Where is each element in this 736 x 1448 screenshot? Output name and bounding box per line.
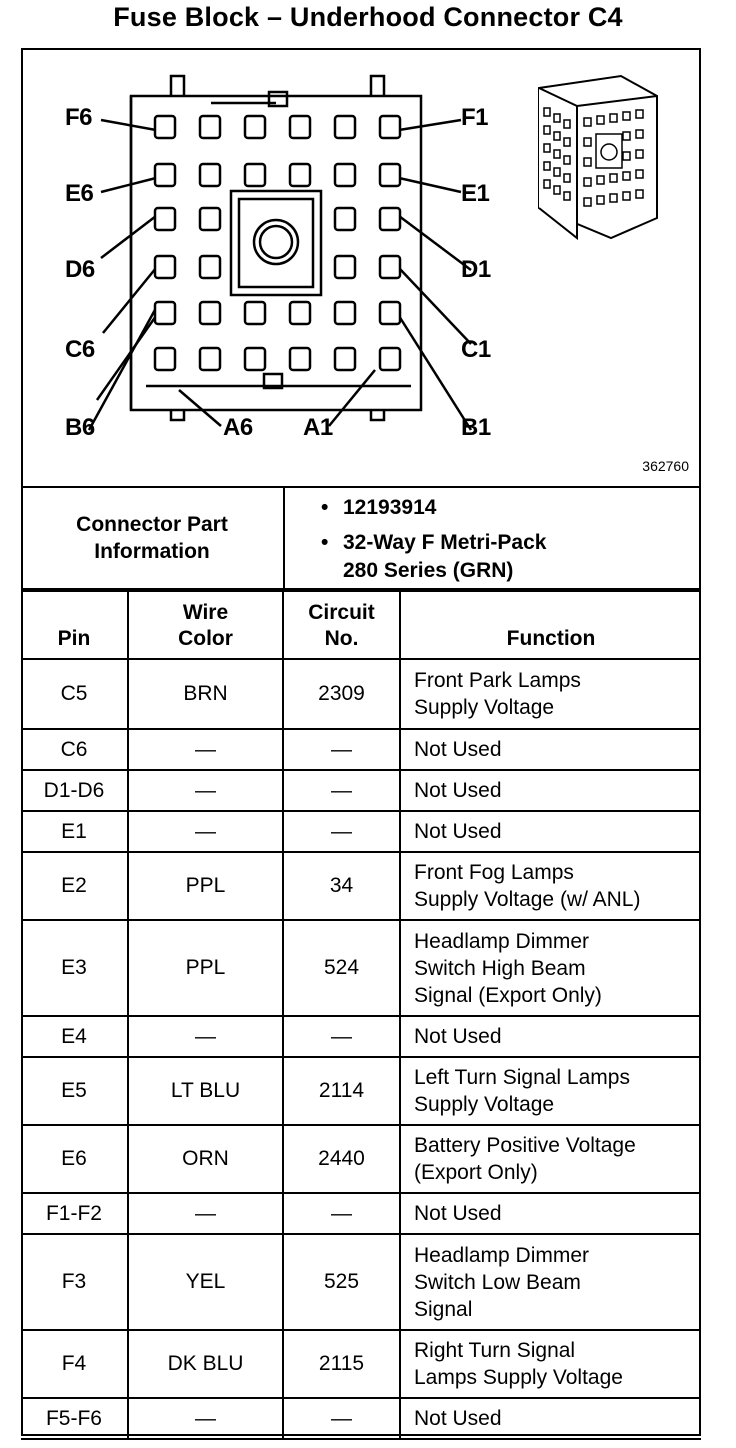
function-line: Signal xyxy=(414,1297,473,1321)
function-line: Right Turn Signal xyxy=(414,1339,576,1362)
pin-label-d6: D6 xyxy=(65,256,95,283)
circuit-cell: — xyxy=(283,1193,400,1234)
pin-label-d1: D1 xyxy=(461,256,491,283)
wire-color-cell: YEL xyxy=(128,1234,283,1330)
function-cell xyxy=(400,811,701,852)
circuit-cell: — xyxy=(283,729,400,770)
function-cell xyxy=(400,1193,701,1234)
function-cell xyxy=(400,920,701,1016)
pin-cell: C6 xyxy=(21,729,128,770)
info-divider xyxy=(283,488,285,588)
function-line: Signal (Export Only) xyxy=(414,983,602,1007)
wire-color-cell: — xyxy=(128,1193,283,1234)
function-cell xyxy=(400,659,701,729)
wire-color-cell: — xyxy=(128,1016,283,1057)
function-line: Supply Voltage xyxy=(414,1093,555,1116)
pin-label-a6: A6 xyxy=(223,414,253,441)
table-row xyxy=(21,1234,701,1330)
pin-cell: F1-F2 xyxy=(21,1193,128,1234)
pin-cell: E1 xyxy=(21,811,128,852)
wire-color-cell: — xyxy=(128,729,283,770)
circuit-cell: 2115 xyxy=(283,1330,400,1398)
circuit-cell: — xyxy=(283,1398,400,1439)
function-line: Lamps Supply Voltage xyxy=(414,1366,623,1389)
bullet: • xyxy=(321,496,329,519)
circuit-cell: 524 xyxy=(283,920,400,1016)
function-line: Front Fog Lamps xyxy=(414,861,574,884)
header-wire-color: Wire Color xyxy=(128,591,283,659)
pin-label-f1: F1 xyxy=(461,104,489,131)
table-row xyxy=(21,920,701,1016)
function-line: Not Used xyxy=(414,1202,502,1225)
function-line: Switch Low Beam xyxy=(414,1270,581,1294)
function-cell xyxy=(400,1330,701,1398)
pin-cell: F3 xyxy=(21,1234,128,1330)
table-row xyxy=(21,659,701,729)
pin-label-f6: F6 xyxy=(65,104,93,131)
function-line: Not Used xyxy=(414,738,502,761)
wire-color-cell: DK BLU xyxy=(128,1330,283,1398)
circuit-cell: 2309 xyxy=(283,659,400,729)
pin-cell: E6 xyxy=(21,1125,128,1193)
wire-color-cell: PPL xyxy=(128,852,283,920)
table-row xyxy=(21,1193,701,1234)
pin-label-c1: C1 xyxy=(461,336,491,363)
connector-info-label xyxy=(21,488,283,588)
circuit-cell: 525 xyxy=(283,1234,400,1330)
circuit-cell: — xyxy=(283,1016,400,1057)
pin-cell: F5-F6 xyxy=(21,1398,128,1439)
pin-label-c6: C6 xyxy=(65,336,95,363)
pin-cell: E2 xyxy=(21,852,128,920)
function-line: (Export Only) xyxy=(414,1161,538,1184)
table-row xyxy=(21,811,701,852)
connector-isometric-icon xyxy=(539,76,657,238)
function-line: Headlamp Dimmer xyxy=(414,1243,590,1267)
function-line: Battery Positive Voltage xyxy=(414,1134,636,1157)
pin-cell: E3 xyxy=(21,920,128,1016)
table-row xyxy=(21,1057,701,1125)
part-number: 12193914 xyxy=(343,496,437,519)
function-cell xyxy=(400,1234,701,1330)
pin-label-e1: E1 xyxy=(461,180,490,207)
function-cell xyxy=(400,1057,701,1125)
pin-label-a1: A1 xyxy=(303,414,333,441)
pin-cell: E5 xyxy=(21,1057,128,1125)
connector-diagram xyxy=(21,48,701,486)
function-line: Front Park Lamps xyxy=(414,669,581,692)
circuit-cell: 2114 xyxy=(283,1057,400,1125)
function-line: Supply Voltage (w/ ANL) xyxy=(414,888,641,911)
wire-color-cell: — xyxy=(128,1398,283,1439)
wire-color-cell: — xyxy=(128,811,283,852)
bullet: • xyxy=(321,531,329,554)
function-line: Not Used xyxy=(414,1407,502,1430)
connector-info-label-line2: Information xyxy=(94,540,210,563)
table-row xyxy=(21,770,701,811)
circuit-cell: 34 xyxy=(283,852,400,920)
connector-part-info xyxy=(21,486,701,590)
table-row xyxy=(21,1330,701,1398)
table-row xyxy=(21,729,701,770)
pin-cell: F4 xyxy=(21,1330,128,1398)
header-circuit: Circuit No. xyxy=(283,591,400,659)
connector-info-label-line1: Connector Part xyxy=(76,513,228,536)
circuit-cell: — xyxy=(283,811,400,852)
connector-series: 280 Series (GRN) xyxy=(343,559,514,582)
wire-color-cell: BRN xyxy=(128,659,283,729)
function-line: Not Used xyxy=(414,1025,502,1048)
function-cell xyxy=(400,770,701,811)
pin-cell: C5 xyxy=(21,659,128,729)
function-line: Headlamp Dimmer xyxy=(414,929,590,953)
circuit-cell: — xyxy=(283,770,400,811)
wire-color-cell: ORN xyxy=(128,1125,283,1193)
table-row xyxy=(21,1016,701,1057)
function-line: Supply Voltage xyxy=(414,696,555,719)
function-line: Switch High Beam xyxy=(414,956,586,980)
figure-number: 362760 xyxy=(642,458,689,474)
table-row xyxy=(21,1398,701,1439)
table-row xyxy=(21,1125,701,1193)
function-line: Not Used xyxy=(414,820,502,843)
header-pin: Pin xyxy=(21,591,128,659)
pin-label-e6: E6 xyxy=(65,180,94,207)
table-row xyxy=(21,852,701,920)
wire-color-cell: LT BLU xyxy=(128,1057,283,1125)
function-cell xyxy=(400,1125,701,1193)
pin-cell: E4 xyxy=(21,1016,128,1057)
pin-table xyxy=(21,590,701,1440)
function-cell xyxy=(400,729,701,770)
function-cell xyxy=(400,852,701,920)
page-title: Fuse Block – Underhood Connector C4 xyxy=(113,2,623,32)
circuit-cell: 2440 xyxy=(283,1125,400,1193)
function-cell xyxy=(400,1016,701,1057)
wire-color-cell: — xyxy=(128,770,283,811)
wire-color-cell: PPL xyxy=(128,920,283,1016)
function-line: Left Turn Signal Lamps xyxy=(414,1066,630,1089)
header-function: Function xyxy=(400,591,701,659)
connector-face-drawing xyxy=(21,48,701,486)
pin-cell: D1-D6 xyxy=(21,770,128,811)
function-cell xyxy=(400,1398,701,1439)
function-line: Not Used xyxy=(414,779,502,802)
pin-label-b1: B1 xyxy=(461,414,491,441)
pin-label-b6: B6 xyxy=(65,414,95,441)
connector-description: 32-Way F Metri-Pack xyxy=(343,531,547,554)
connector-info-values xyxy=(321,494,546,585)
